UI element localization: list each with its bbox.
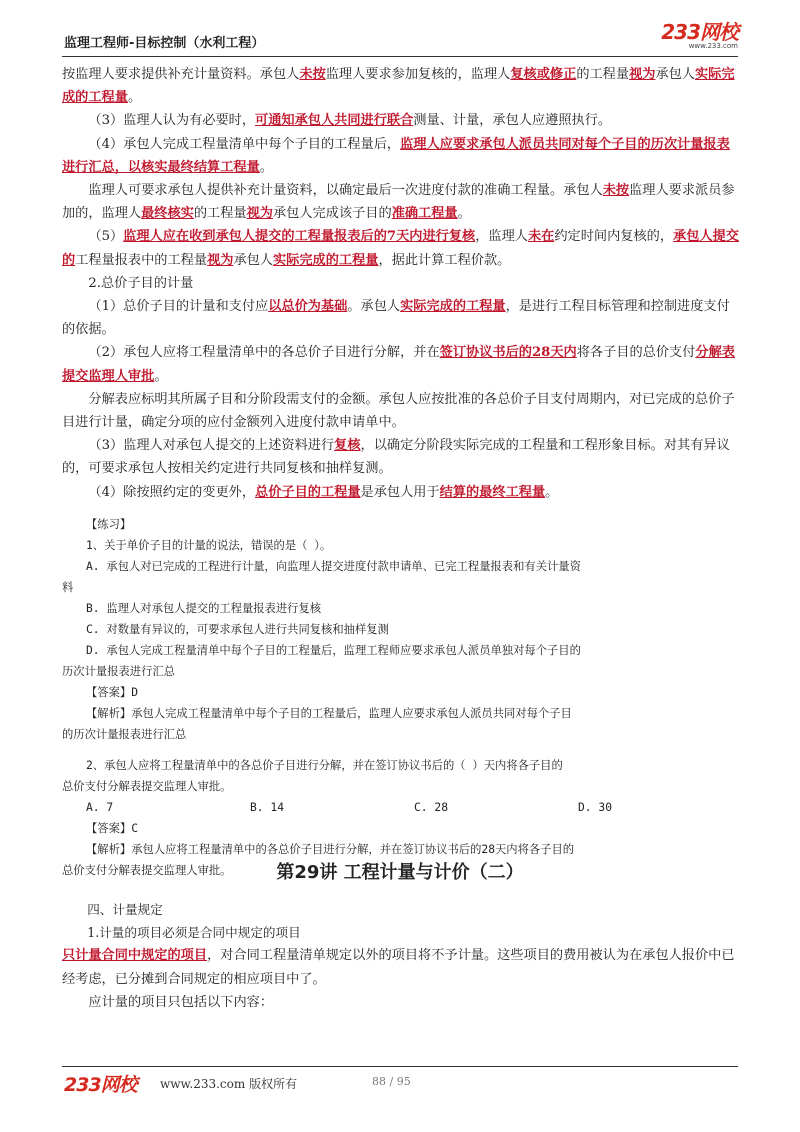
footer-copyright: www.233.com 版权所有 xyxy=(160,1077,298,1091)
brand-logo-url: www.233.com xyxy=(688,42,738,50)
question-1-stem: 1、关于单价子目的计量的说法，错误的是（ ）。 xyxy=(86,539,332,552)
paragraph-3: （4）承包人完成工程量清单中每个子目的工程量后，监理人应要求承包人派员共同对每个子目的历次计量报表进行汇总，以核实最终结算工程量。 xyxy=(62,136,730,175)
document-title: 监理工程师-目标控制（水利工程） xyxy=(64,36,265,51)
question-2-option-b: B. 14 xyxy=(250,801,285,814)
question-2-answer: 【答案】C xyxy=(86,822,138,835)
paragraph-4: 监理人可要求承包人提供补充计量资料，以确定最后一次进度付款的准确工程量。承包人未按监理人要求派员参加的，监理人最终核实的工程量视为承包人完成该子目的准确工程量。 xyxy=(62,183,735,222)
question-2-stem-cont: 总价支付分解表提交监理人审批。 xyxy=(62,780,232,793)
rule-1-paragraph: 只计量合同中规定的项目，对合同工程量清单规定以外的项目将不予计量。这些项目的费用被认为在承包人报价中已经考虑，已分摊到合同规定的相应项目中了。 xyxy=(62,948,735,987)
question-2-analysis: 【解析】承包人应将工程量清单中的各总价子目进行分解，并在签订协议书后的28天内将各子目的 xyxy=(86,843,575,856)
subheading-total-price: 2.总价子目的计量 xyxy=(88,275,194,291)
question-1-option-d: D. 承包人完成工程量清单中每个子目的工程量后，监理工程师应要求承包人派员单独对每个子目的 xyxy=(86,644,581,657)
paragraph-7: （1）总价子目的计量和支付应以总价为基础。承包人实际完成的工程量，是进行工程目标管理和控制进度支付的依据。 xyxy=(62,299,730,338)
section-heading: 四、计量规定 xyxy=(87,902,163,917)
question-2-option-d: D. 30 xyxy=(578,801,613,814)
question-2-stem: 2、承包人应将工程量清单中的各总价子目进行分解，并在签订协议书后的（ ）天内将各子目的 xyxy=(86,759,563,772)
question-1-option-c: C. 对数量有异议的，可要求承包人进行共同复核和抽样复测 xyxy=(86,623,389,636)
header-divider xyxy=(62,56,738,57)
exercise-heading: 【练习】 xyxy=(86,518,132,531)
question-1-analysis: 【解析】承包人完成工程量清单中每个子目的工程量后，监理人应要求承包人派员共同对每个子目 xyxy=(86,707,572,720)
question-1-option-a-cont: 料 xyxy=(62,581,74,594)
brand-logo-text: 233网校 xyxy=(661,20,738,44)
question-1-option-a: A. 承包人对已完成的工程进行计量，向监理人提交进度付款申请单、已完工程量报表和有关计量资 xyxy=(86,560,581,573)
footer-divider xyxy=(62,1066,738,1067)
exercise-section xyxy=(62,514,742,881)
paragraph-10: （3）监理人对承包人提交的上述资料进行复核，以确定分阶段实际完成的工程量和工程形象目标。对其有异议的，可要求承包人按相关约定进行共同复核和抽样复测。 xyxy=(62,438,730,477)
paragraph-2: （3）监理人认为有必要时，可通知承包人共同进行联合测量、计量，承包人应遵照执行。 xyxy=(88,113,612,129)
question-1-option-d-cont: 历次计量报表进行汇总 xyxy=(62,665,175,678)
question-2-options xyxy=(86,797,742,818)
question-2-analysis-cont: 总价支付分解表提交监理人审批。 xyxy=(62,864,232,877)
paragraph-8: （2）承包人应将工程量清单中的各总价子目进行分解，并在签订协议书后的28天内将各子目的总价支付分解表提交监理人审批。 xyxy=(62,345,735,384)
question-1-option-b: B. 监理人对承包人提交的工程量报表进行复核 xyxy=(86,602,322,615)
paragraph-9: 分解表应标明其所属子目和分阶段需支付的金额。承包人应按批准的各总价子目支付周期内，对已完成的总价子目进行计量，确定分项的应付金额列入进度付款申请单中。 xyxy=(62,391,735,431)
page-header xyxy=(62,22,738,58)
footer-logo: 233网校 xyxy=(64,1074,137,1096)
lecture-title: 第29讲 工程计量与计价（二） xyxy=(276,862,524,883)
paragraph-5: （5）监理人应在收到承包人提交的工程量报表后的7天内进行复核，监理人未在约定时间内复核的，承包人提交的工程量报表中的工程量视为承包人实际完成的工程量，据此计算工程价款。 xyxy=(62,229,739,268)
rule-1-list-intro: 应计量的项目只包括以下内容： xyxy=(88,994,274,1010)
page-number: 88 / 95 xyxy=(372,1075,411,1088)
brand-logo xyxy=(661,22,738,50)
rule-1-heading: 1.计量的项目必须是合同中规定的项目 xyxy=(87,925,301,941)
question-1-answer: 【答案】D xyxy=(86,686,138,699)
paragraph-11: （4）除按照约定的变更外，总价子目的工程量是承包人用于结算的最终工程量。 xyxy=(88,484,559,500)
main-content xyxy=(62,63,740,504)
section-measurement-rules xyxy=(62,898,740,1014)
question-2-option-c: C. 28 xyxy=(414,801,449,814)
paragraph-1: 按监理人要求提供补充计量资料。承包人未按监理人要求参加复核的，监理人复核或修正的工程量视为承包人实际完成的工程量。 xyxy=(62,67,735,106)
question-1-analysis-cont: 的历次计量报表进行汇总 xyxy=(62,728,187,741)
question-2-option-a: A. 7 xyxy=(86,801,114,814)
